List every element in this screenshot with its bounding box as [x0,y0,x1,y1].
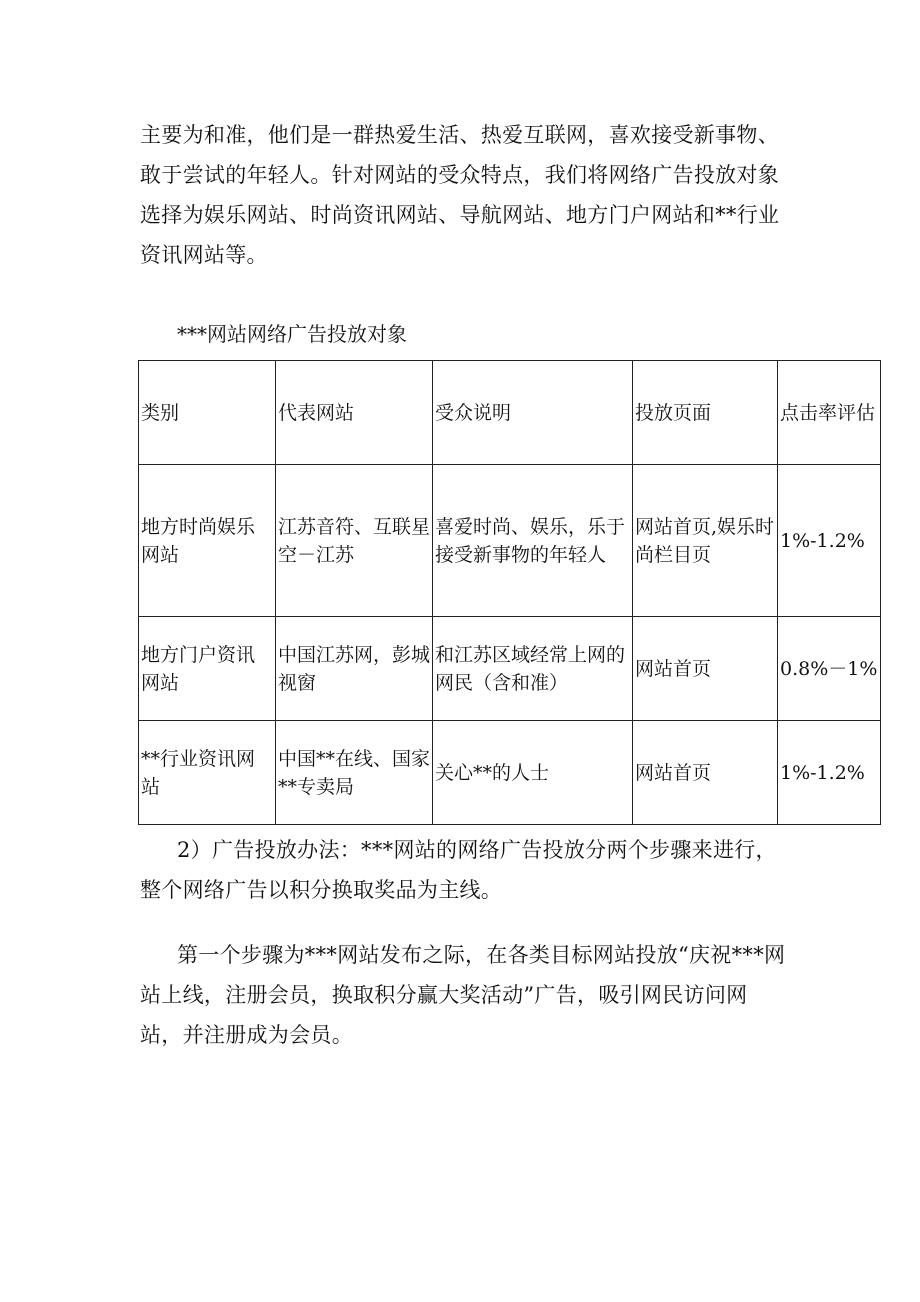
header-ctr-estimate: 点击率评估 [778,361,881,465]
header-audience: 受众说明 [433,361,633,465]
table-header-row [139,361,881,465]
header-category: 类别 [139,361,276,465]
intro-paragraph: 主要为和准，他们是一群热爱生活、热爱互联网，喜欢接受新事物、敢于尝试的年轻人。针对网站的受众特点，我们将网络广告投放对象选择为娱乐网站、时尚资讯网站、导航网站、地方门户网站和**行业资讯网站等。 [140,123,780,267]
cell-ctr-estimate: 1%-1.2% [778,721,881,825]
ad-placement-table [138,360,881,825]
cell-audience: 关心**的人士 [433,721,633,825]
step-paragraph: 第一个步骤为***网站发布之际，在各类目标网站投放“庆祝***网站上线，注册会员，换取积分赢大奖活动”广告，吸引网民访问网站，并注册成为会员。 [140,943,786,1047]
table-row [139,617,881,721]
cell-representative-sites: 中国**在线、国家**专卖局 [276,721,433,825]
cell-placement-page: 网站首页 [633,617,778,721]
cell-category: 地方时尚娱乐网站 [139,465,276,617]
header-representative-sites: 代表网站 [276,361,433,465]
header-placement-page: 投放页面 [633,361,778,465]
method-paragraph: 2）广告投放办法：***网站的网络广告投放分两个步骤来进行，整个网络广告以积分换取奖品为主线。 [140,838,777,902]
cell-representative-sites: 中国江苏网，彭城视窗 [276,617,433,721]
cell-category: 地方门户资讯网站 [139,617,276,721]
cell-audience: 喜爱时尚、娱乐，乐于接受新事物的年轻人 [433,465,633,617]
cell-ctr-estimate: 0.8%－1% [778,617,881,721]
cell-placement-page: 网站首页,娱乐时尚栏目页 [633,465,778,617]
cell-placement-page: 网站首页 [633,721,778,825]
cell-audience: 和江苏区域经常上网的网民（含和准） [433,617,633,721]
cell-ctr-estimate: 1%-1.2% [778,465,881,617]
cell-category: **行业资讯网站 [139,721,276,825]
table-row [139,465,881,617]
table-caption: ***网站网络广告投放对象 [177,322,407,346]
cell-representative-sites: 江苏音符、互联星空－江苏 [276,465,433,617]
table-row [139,721,881,825]
